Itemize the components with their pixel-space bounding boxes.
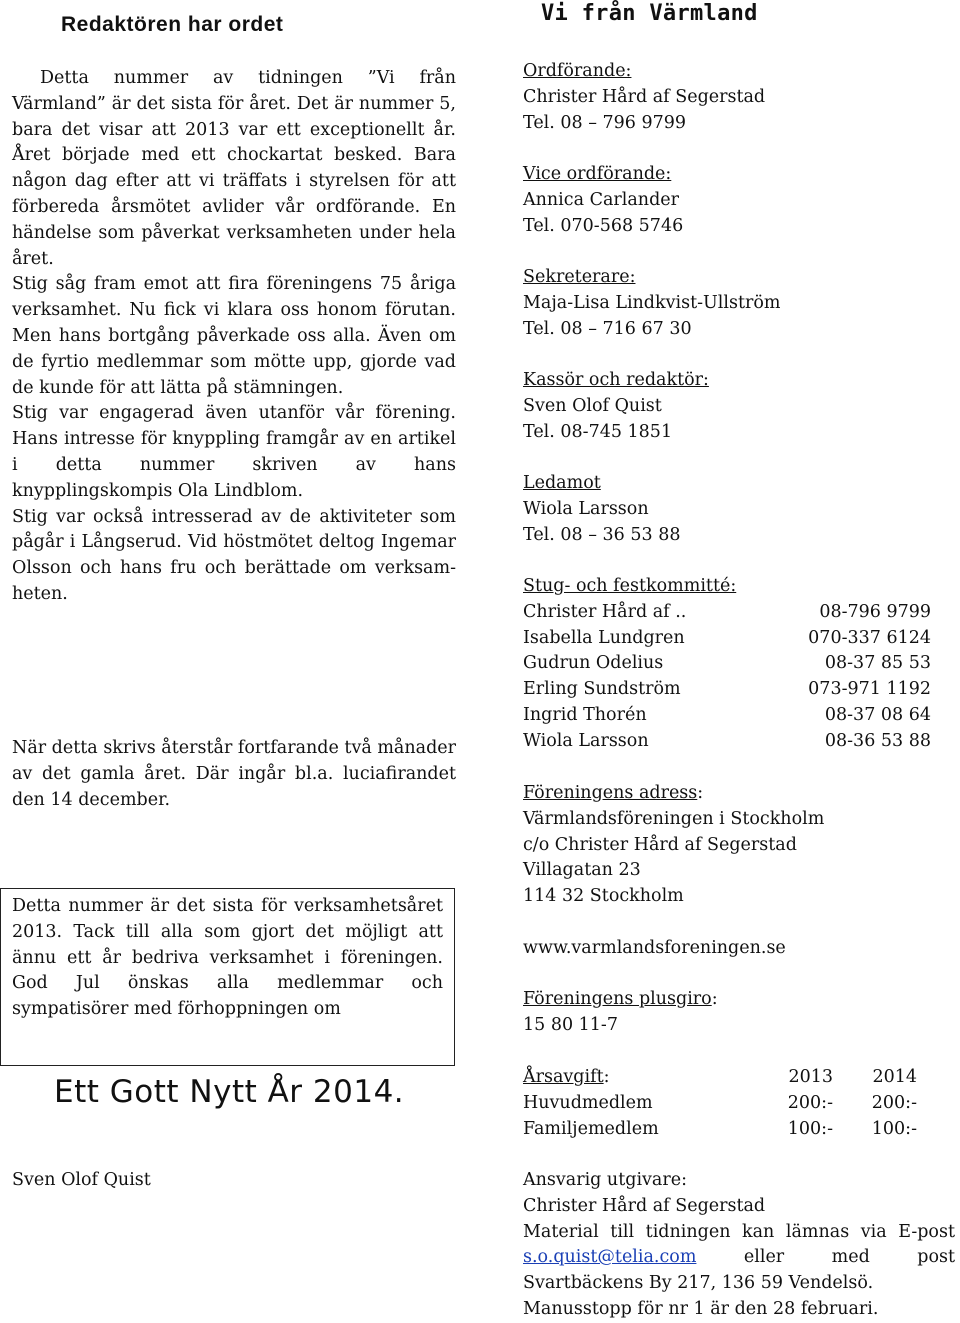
association-address	[523, 781, 824, 910]
fee-amount: 100:-	[871, 1118, 917, 1139]
secretary-label: Sekreterare:	[523, 267, 636, 287]
treasurer-contact	[523, 368, 709, 445]
editorial-closing: När detta skrivs återstår fortfarande två månader av det gamla året. Där ingår bl.a. luciafirandet den 14 december.	[12, 738, 456, 810]
fee-amount: 200:-	[871, 1092, 917, 1113]
committee-row	[523, 651, 931, 677]
secretary-name: Maja-Lisa Lindkvist-Ullström	[523, 292, 781, 313]
chair-name: Christer Hård af Segerstad	[523, 86, 766, 107]
deadline: Manusstopp för nr 1 är den 28 februari.	[523, 1298, 879, 1319]
fee-amount: 100:-	[787, 1118, 833, 1139]
fee-year: 2013	[788, 1067, 833, 1087]
committee-name: Gudrun Odelius	[523, 653, 664, 674]
plusgiro-label: Föreningens plusgiro	[523, 989, 712, 1009]
treasurer-label: Kassör och redaktör:	[523, 370, 709, 390]
email-link[interactable]: s.o.quist@telia.com	[523, 1247, 697, 1268]
editorial-paragraph: Stig var engagerad även utanför vår förening. Hans intresse för knyppling framgår av en artikel i detta nummer skriven av hans knypplingskompis Ola Lindblom.	[12, 403, 456, 501]
fee-row	[523, 1117, 917, 1143]
committee-phone: 070-337 6124	[808, 627, 931, 648]
committee-row	[523, 703, 931, 729]
publisher-name: Christer Hård af Segerstad	[523, 1195, 766, 1216]
committee-label: Stug- och festkommitté:	[523, 576, 737, 596]
year-end-notice-text: Detta nummer är det sista för verksamhetsåret 2013. Tack till alla som gjort det möjligt att ännu ett år bedriva verksamhet i föreningen. God Jul önskas alla medlemmar och sympatisörer med förhoppningen om	[12, 896, 443, 1020]
publisher-label: Ansvarig utgivare:	[523, 1170, 687, 1190]
committee-row	[523, 600, 931, 626]
address-label-colon: :	[697, 783, 704, 803]
vice-chair-label: Vice ordförande:	[523, 164, 672, 184]
editorial-paragraph: Stig såg fram emot att fira föreningens 75 åriga verksamhet. Nu fick vi klara oss honom förutan. Men hans bortgång påverkade oss alla. Även om de fyrtio medlemmar som mötte upp, gjorde vad de kunde för att lätta på stämningen.	[12, 274, 456, 398]
address-line: Värmlandsföreningen i Stockholm	[523, 808, 825, 829]
secretary-contact	[523, 265, 780, 342]
committee-phone: 073-971 1192	[808, 679, 931, 700]
new-year-greeting: Ett Gott Nytt År 2014.	[54, 1074, 405, 1110]
committee-row	[523, 729, 931, 755]
chair-tel: Tel. 08 – 796 9799	[523, 112, 687, 133]
fee-label-colon: :	[603, 1067, 610, 1087]
committee-list	[523, 574, 931, 755]
fee-type: Huvudmedlem	[523, 1092, 653, 1113]
year-end-notice-box	[0, 888, 455, 1066]
plusgiro-label-colon: :	[711, 989, 718, 1009]
fee-year: 2014	[872, 1067, 917, 1087]
committee-phone: 08-36 53 88	[824, 730, 931, 751]
member-contact	[523, 471, 680, 548]
plusgiro	[523, 987, 718, 1039]
editorial-paragraph: Stig var också intresserad av de aktiviteter som pågår i Långserud. Vid höstmötet deltog Ingemar Olsson och hans fru och berättade om verksam-heten.	[12, 506, 456, 604]
committee-name: Christer Hård af ..	[523, 601, 687, 622]
committee-phone: 08-37 08 64	[824, 704, 931, 725]
treasurer-name: Sven Olof Quist	[523, 395, 662, 416]
publisher-info	[523, 1168, 955, 1323]
editorial-body	[12, 66, 456, 608]
committee-name: Ingrid Thorén	[523, 704, 647, 725]
committee-row	[523, 677, 931, 703]
fee-row	[523, 1091, 917, 1117]
committee-name: Wiola Larsson	[523, 730, 649, 751]
board-section-title: Vi från Värmland	[541, 1, 758, 26]
editorial-title: Redaktören har ordet	[61, 13, 284, 36]
chair-contact	[523, 59, 765, 136]
member-name: Wiola Larsson	[523, 498, 649, 519]
fee-type: Familjemedlem	[523, 1118, 659, 1139]
fee-header-row	[523, 1065, 917, 1091]
address-line: 114 32 Stockholm	[523, 886, 684, 907]
committee-row	[523, 626, 931, 652]
website: www.varmlandsforeningen.se	[523, 938, 786, 958]
treasurer-tel: Tel. 08-745 1851	[523, 421, 673, 442]
editorial-paragraph: Detta nummer av tidningen ”Vi från Värmland” är det sista för året. Det är nummer 5, bara det visar att 2013 var ett exceptionellt år. Året började med ett chockartat besked. Bara någon dag efter att vi träffats i styrelsen för att förbereda årsmötet avlider vår ordförande. En händelse som påverkat verksamheten under hela året.	[12, 68, 456, 269]
chair-label: Ordförande:	[523, 61, 632, 81]
signature: Sven Olof Quist	[12, 1170, 151, 1190]
address-line: c/o Christer Hård af Segerstad	[523, 834, 797, 855]
committee-phone: 08-796 9799	[819, 601, 931, 622]
submission-info: Material till tidningen kan lämnas via E-post s.o.quist@telia.com eller med post Svartbäckens By 217, 136 59 Vendelsö.	[523, 1221, 955, 1294]
fee-label: Årsavgift	[523, 1067, 604, 1087]
vice-chair-tel: Tel. 070-568 5746	[523, 215, 684, 236]
membership-fee-table	[523, 1065, 917, 1142]
committee-name: Erling Sundström	[523, 679, 681, 700]
secretary-tel: Tel. 08 – 716 67 30	[523, 318, 692, 339]
committee-phone: 08-37 85 53	[824, 653, 931, 674]
vice-chair-contact	[523, 162, 683, 239]
address-line: Villagatan 23	[523, 860, 641, 881]
member-tel: Tel. 08 – 36 53 88	[523, 524, 681, 545]
fee-amount: 200:-	[787, 1092, 833, 1113]
vice-chair-name: Annica Carlander	[523, 189, 679, 210]
plusgiro-number: 15 80 11-7	[523, 1014, 618, 1035]
committee-name: Isabella Lundgren	[523, 627, 685, 648]
address-label: Föreningens adress	[523, 783, 698, 803]
member-label: Ledamot	[523, 473, 601, 493]
